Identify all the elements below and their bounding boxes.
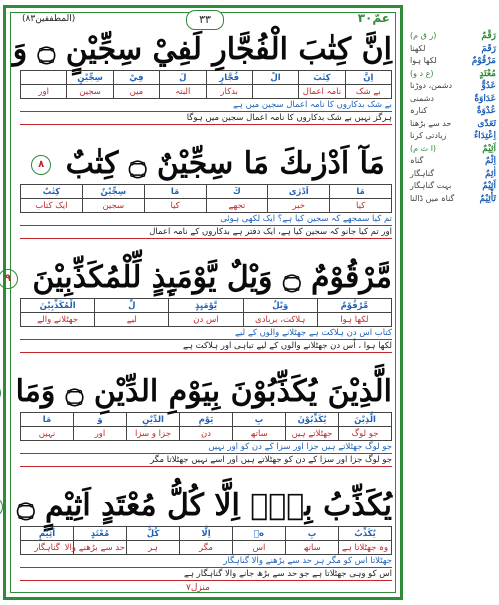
meaning-cell: اس bbox=[233, 541, 286, 555]
word-cell: الدِّيْنِ bbox=[127, 413, 180, 427]
glossary-word: اِثْمٌ bbox=[485, 156, 496, 166]
glossary-word: عُدْوَةٌ bbox=[476, 106, 496, 116]
verse-number-badge: ٨ bbox=[31, 155, 51, 175]
word-cell: اَدْرٰى bbox=[268, 185, 330, 199]
word-cell: هٖ bbox=[233, 527, 286, 541]
meaning-cell: دن bbox=[180, 427, 233, 441]
meaning-cell: کیا bbox=[144, 199, 206, 213]
word-cell: يَوْمِ bbox=[180, 413, 233, 427]
glossary-row bbox=[410, 180, 496, 193]
literal-translation: بے شک بدکاروں کا نامہ اعمال سجین میں ہے bbox=[20, 99, 392, 112]
verse-block bbox=[4, 258, 392, 353]
meaning-cell: سجین bbox=[82, 199, 144, 213]
glossary-word: اَثِيْمٌ bbox=[482, 143, 496, 154]
word-table bbox=[20, 70, 392, 99]
word-table bbox=[20, 184, 392, 213]
glossary-row bbox=[410, 130, 496, 143]
word-cell: الَّذِيْنَ bbox=[339, 413, 392, 427]
glossary-meaning: حد سے بڑھنا bbox=[410, 118, 452, 128]
glossary-row bbox=[410, 80, 496, 93]
verse-text: مَآ اَدْرٰىكَ مَا سِجِّيْنٌ ۝ كِتٰبٌ bbox=[65, 146, 385, 181]
fluent-translation: لکھا ہوا ، اُس دن جھٹلانے والوں کے لیے تباہی اور ہلاکت ہے bbox=[20, 340, 392, 353]
verse-arabic bbox=[15, 372, 392, 412]
glossary-word: اِعْتِدَاءٌ bbox=[473, 131, 496, 141]
word-cell: فِيْ bbox=[113, 71, 159, 85]
verse-block bbox=[20, 144, 392, 239]
glossary-row bbox=[410, 155, 496, 168]
glossary-meaning: گناہ میں ڈالنا bbox=[410, 193, 455, 203]
glossary-meaning: بہت گناہگار bbox=[410, 181, 452, 190]
word-table bbox=[20, 412, 392, 441]
word-cell: مَا bbox=[330, 185, 392, 199]
word-cell: كِتٰبَ bbox=[299, 71, 345, 85]
meaning-cell: حد سے بڑھنے والا bbox=[74, 541, 127, 555]
word-cell: مُعْتَدٍ bbox=[74, 527, 127, 541]
glossary-word: عَدُوٌّ bbox=[481, 81, 496, 91]
glossary-meaning: گناہ bbox=[410, 156, 424, 165]
glossary-row bbox=[410, 55, 496, 68]
meaning-cell: خبر bbox=[268, 199, 330, 213]
meaning-cell: البتہ bbox=[160, 85, 206, 99]
meaning-cell: اور bbox=[74, 427, 127, 441]
meaning-cell: میں bbox=[113, 85, 159, 99]
verse-block bbox=[15, 372, 392, 467]
surah-label: (المطففين٨٣) bbox=[22, 14, 76, 24]
page-frame bbox=[3, 5, 403, 600]
fluent-translation: اور تم کیا جانو کہ سجین کیا ہے، ایک دفتر ہے بدکاروں کے نامہ اعمال bbox=[20, 226, 392, 239]
literal-translation: تم کیا سمجھے کہ سجین کیا ہے؟ ایک لکھی ہوئی bbox=[20, 213, 392, 226]
juz-label: عمّ٣٠ bbox=[357, 11, 390, 25]
verse-arabic bbox=[4, 258, 392, 298]
word-cell: وَ bbox=[74, 413, 127, 427]
word-table bbox=[20, 298, 392, 327]
verse-number-badge: ٩ bbox=[0, 269, 18, 289]
meaning-cell: گناہگار bbox=[21, 541, 74, 555]
word-cell: يُكَذِّبُ bbox=[339, 527, 392, 541]
meaning-cell: بدکار bbox=[206, 85, 252, 99]
glossary-row bbox=[410, 168, 496, 181]
glossary-meaning: گناہگار bbox=[410, 168, 435, 178]
verse-arabic bbox=[12, 30, 392, 70]
word-cell: يَّوْمَىِٕذٍ bbox=[169, 299, 243, 313]
glossary-row bbox=[410, 143, 496, 156]
word-cell bbox=[21, 71, 67, 85]
verse-number-badge bbox=[0, 383, 1, 403]
verse-arabic bbox=[20, 144, 392, 184]
glossary-word: تَعَدّٰى bbox=[477, 118, 496, 129]
glossary-meaning: دشمن، دوڑنا bbox=[410, 81, 453, 90]
glossary-meaning: (ر ق م) bbox=[410, 31, 437, 40]
literal-translation: کتاب اس دن ہلاکت ہے جھٹلانے والوں کے لیے bbox=[20, 327, 392, 340]
glossary-meaning: دشمنی bbox=[410, 93, 434, 103]
meaning-cell: جو لوگ bbox=[339, 427, 392, 441]
meaning-cell: وہ جھٹلاتا ہے bbox=[339, 541, 392, 555]
word-cell: سِجِّيْنٌ bbox=[82, 185, 144, 199]
glossary-word: عَدَاوَةٌ bbox=[474, 93, 496, 104]
verse-block bbox=[17, 486, 392, 581]
meaning-cell: تجھے bbox=[206, 199, 268, 213]
verse-number-badge bbox=[0, 497, 3, 517]
glossary-row bbox=[410, 68, 496, 81]
meaning-cell: سجین bbox=[67, 85, 113, 99]
meaning-cell: جزا و سزا bbox=[127, 427, 180, 441]
meaning-cell: ہلاکت، بربادی bbox=[243, 313, 317, 327]
word-cell: سِجِّيْنٍ bbox=[67, 71, 113, 85]
fluent-translation: ہرگز نہیں بے شک بدکاروں کا نامہ اعمال سجین میں ہوگا bbox=[20, 112, 392, 125]
meaning-cell: نامہ اعمال bbox=[299, 85, 345, 99]
word-cell: فُجَّارِ bbox=[206, 71, 252, 85]
word-table bbox=[20, 526, 392, 555]
meaning-cell: ایک کتاب bbox=[21, 199, 83, 213]
glossary-meaning: (ع د و) bbox=[410, 68, 434, 78]
glossary-row bbox=[410, 93, 496, 106]
meaning-cell bbox=[252, 85, 298, 99]
meaning-cell: جھٹلانے والے bbox=[21, 313, 95, 327]
glossary-word: اَثِيْمٌ bbox=[482, 181, 496, 191]
verse-text: اِنَّ كِتٰبَ الْفُجَّارِ لَفِيْ سِجِّيْنٍ ۝ وَ bbox=[12, 32, 392, 67]
word-cell: اِنَّ bbox=[345, 71, 391, 85]
literal-translation: جھٹلاتا اس کو مگر ہر حد سے بڑھنے والا گناہگار bbox=[20, 555, 392, 568]
word-cell: مَا bbox=[21, 413, 74, 427]
literal-translation: جو لوگ جھٹلاتے ہیں جزا اور سزا کے دن کو اور نہیں bbox=[20, 441, 392, 454]
glossary-row bbox=[410, 118, 496, 131]
word-cell: وَيْلٌ bbox=[243, 299, 317, 313]
meaning-cell: لیے bbox=[95, 313, 169, 327]
verse-text: يُكَذِّبُ بِهٖٓ اِلَّا كُلُّ مُعْتَدٍ اَثِيْمٍ ۝ bbox=[17, 488, 392, 523]
glossary-word: مُعْتَدٍ bbox=[479, 68, 496, 79]
glossary-meaning: لکھنا bbox=[410, 43, 426, 53]
glossary-word: رَقَمَ bbox=[481, 43, 496, 54]
page-number: ٣٣ bbox=[186, 10, 224, 30]
meaning-cell: اور bbox=[21, 85, 67, 99]
word-cell: يُكَذِّبُوْنَ bbox=[286, 413, 339, 427]
glossary-meaning: کنارہ bbox=[410, 106, 428, 115]
glossary-row bbox=[410, 105, 496, 118]
verse-text: الَّذِيْنَ يُكَذِّبُوْنَ بِيَوْمِ الدِّيْنِ ۝ وَمَا bbox=[15, 374, 392, 409]
meaning-cell: مگر bbox=[180, 541, 233, 555]
word-cell: بِ bbox=[233, 413, 286, 427]
word-cell: كَ bbox=[206, 185, 268, 199]
verse-arabic bbox=[17, 486, 392, 526]
glossary-meaning: (ا ث م) bbox=[410, 143, 437, 153]
glossary-row bbox=[410, 43, 496, 56]
meaning-cell: نہیں bbox=[21, 427, 74, 441]
word-cell: الْمُكَذِّبِيْنَ bbox=[21, 299, 95, 313]
verse-text: مَّرْقُوْمٌ ۝ وَيْلٌ يَّوْمَىِٕذٍ لِّلْمُكَذِّبِيْنَ bbox=[32, 260, 392, 295]
meaning-cell: اس دن bbox=[169, 313, 243, 327]
word-cell: اَثِيْمٍ bbox=[21, 527, 74, 541]
meaning-cell: لکھا ہوا bbox=[317, 313, 391, 327]
glossary-word: تَأْثِيْمٌ bbox=[479, 193, 496, 204]
word-cell: الْ bbox=[252, 71, 298, 85]
glossary-meaning: لکھا ہوا bbox=[410, 56, 437, 65]
meaning-cell: ساتھ bbox=[286, 541, 339, 555]
verse-block bbox=[12, 30, 392, 125]
glossary-word: رَقْمٌ bbox=[481, 31, 496, 41]
glossary-row bbox=[410, 193, 496, 206]
word-cell: لَ bbox=[160, 71, 206, 85]
word-cell: لِّ bbox=[95, 299, 169, 313]
word-cell: كُلُّ bbox=[127, 527, 180, 541]
fluent-translation: جو لوگ جزا اور سزا کے دن کو جھٹلاتے ہیں اور اسے نہیں جھٹلاتا مگر bbox=[20, 454, 392, 467]
fluent-translation: اس کو وہی جھٹلاتا ہے جو حد سے بڑھ جانے والا گناہگار ہے bbox=[20, 568, 392, 581]
glossary-meaning: زیادتی کرنا bbox=[410, 131, 447, 140]
word-cell: مَا bbox=[144, 185, 206, 199]
word-cell: بِ bbox=[286, 527, 339, 541]
manzil-label: منزل٧ bbox=[186, 583, 210, 593]
word-cell: اِلَّا bbox=[180, 527, 233, 541]
meaning-cell: ساتھ bbox=[233, 427, 286, 441]
word-cell: مَّرْقُوْمٌ bbox=[317, 299, 391, 313]
root-glossary bbox=[410, 30, 496, 205]
glossary-row bbox=[410, 30, 496, 43]
meaning-cell: جھٹلاتے ہیں bbox=[286, 427, 339, 441]
meaning-cell: کیا bbox=[330, 199, 392, 213]
meaning-cell: ہر bbox=[127, 541, 180, 555]
word-cell: كِتٰبٌ bbox=[21, 185, 83, 199]
meaning-cell: بے شک bbox=[345, 85, 391, 99]
glossary-word: اٰثِمٌ bbox=[485, 168, 496, 179]
glossary-word: مَرْقُوْمٌ bbox=[471, 56, 496, 66]
